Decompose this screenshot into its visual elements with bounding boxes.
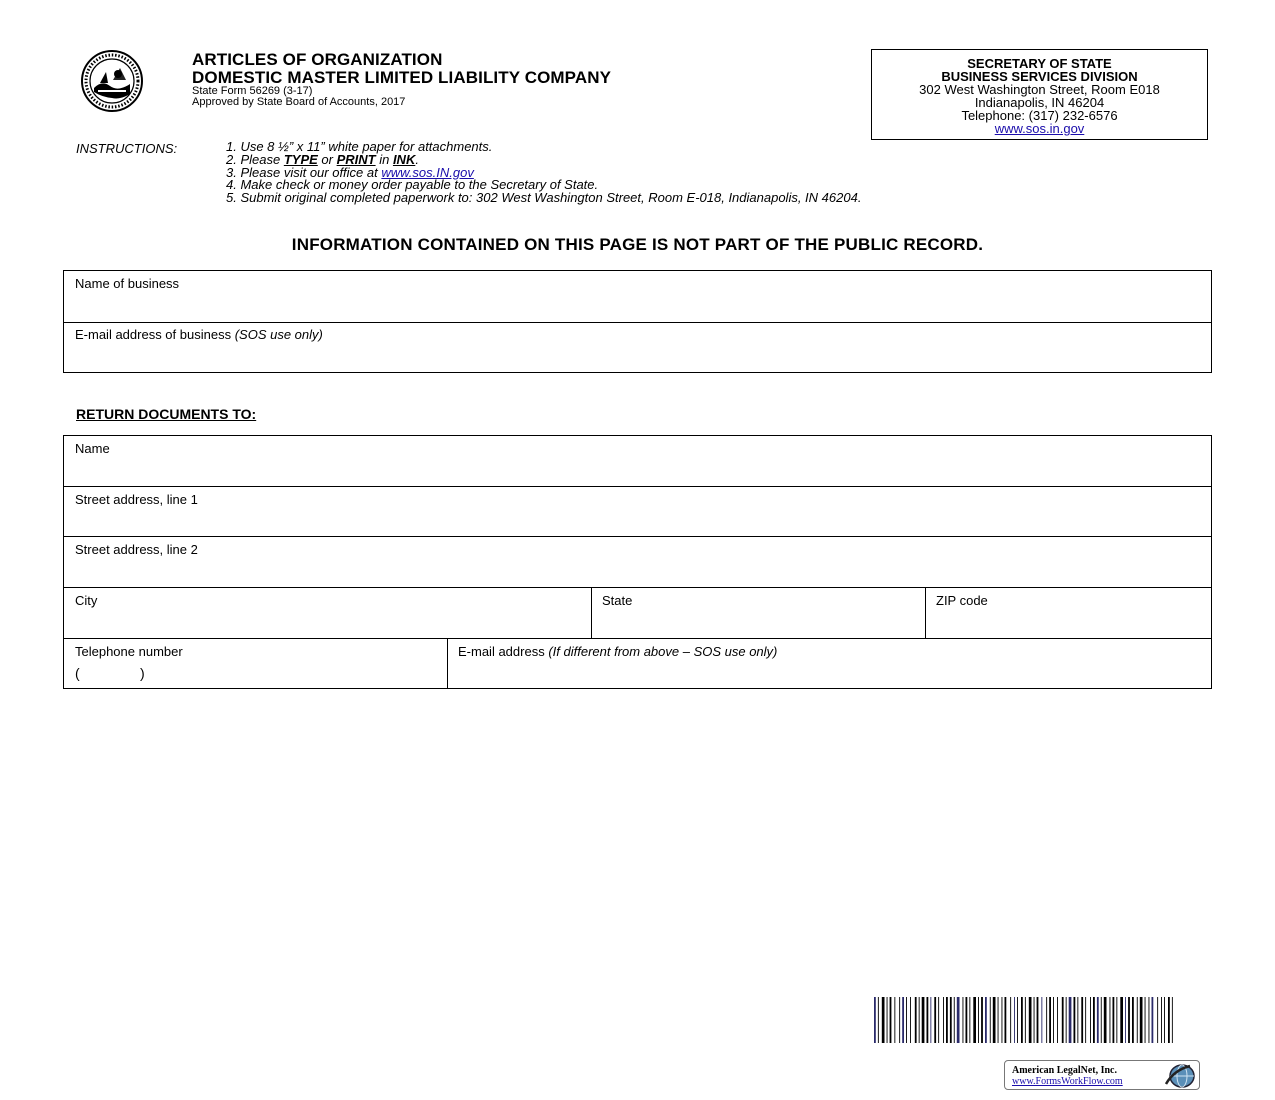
instructions-website-link[interactable]: www.sos.IN.gov: [381, 164, 474, 180]
city-label: City: [75, 593, 98, 608]
barcode-bar: [1125, 997, 1126, 1043]
barcode-bar: [1069, 997, 1072, 1043]
barcode-bar: [1085, 997, 1086, 1043]
barcode-bar: [1152, 997, 1154, 1043]
business-name-field[interactable]: [64, 271, 1211, 322]
barcode-bar: [990, 997, 991, 1043]
logo-website-link[interactable]: www.FormsWorkFlow.com: [1012, 1076, 1123, 1087]
barcode-bar: [943, 997, 944, 1043]
barcode-bar: [1097, 997, 1099, 1043]
barcode-bar: [915, 997, 917, 1043]
barcode-bar: [927, 997, 929, 1043]
barcode-bar: [1113, 997, 1115, 1043]
return-name-label: Name: [75, 441, 110, 456]
city-field[interactable]: [64, 588, 591, 638]
barcode-bar: [993, 997, 996, 1043]
barcode-bar: [973, 997, 976, 1043]
sos-street: 302 West Washington Street, Room E018: [919, 82, 1160, 97]
barcode-bar: [1164, 997, 1165, 1043]
business-email-field[interactable]: [64, 322, 1211, 372]
barcode-bar: [882, 997, 885, 1043]
street-line1-label: Street address, line 1: [75, 492, 198, 507]
barcode-bar: [938, 997, 939, 1043]
instructions-list: [226, 141, 861, 205]
barcode-bar: [1145, 997, 1146, 1043]
return-email-field[interactable]: [447, 639, 1211, 688]
instruction-item-5: 5. Submit original completed paperwork to: 302 West Washington Street, Room E-018, Indianapolis, IN 46204.: [226, 190, 862, 206]
business-email-label: E-mail address of business: [75, 327, 232, 342]
barcode-bar: [1093, 997, 1095, 1043]
barcode-bar: [946, 997, 948, 1043]
logo-company-name: American LegalNet, Inc.: [1012, 1065, 1117, 1076]
street-line1-field[interactable]: [64, 487, 1211, 537]
barcode-bar: [899, 997, 900, 1043]
barcode-bar: [1157, 997, 1158, 1043]
barcode-bar: [1010, 997, 1011, 1043]
barcode-bar: [887, 997, 888, 1043]
state-label: State: [602, 593, 633, 608]
zip-field[interactable]: [925, 588, 1211, 638]
business-info-table: [63, 270, 1212, 373]
barcode-bar: [1110, 997, 1111, 1043]
barcode-bar: [985, 997, 987, 1043]
barcode-bar: [1168, 997, 1170, 1043]
barcode-bar: [906, 997, 907, 1043]
instruction-item-2: 2. Please TYPE or PRINT in INK.: [226, 151, 419, 167]
barcode-bar: [1066, 997, 1067, 1043]
barcode-bar: [1041, 997, 1042, 1043]
barcode-bar: [922, 997, 925, 1043]
telephone-field[interactable]: [64, 639, 447, 688]
form-number: State Form 56269 (3-17): [192, 85, 313, 97]
barcode-bar: [998, 997, 999, 1043]
street-line2-field[interactable]: [64, 537, 1211, 587]
barcode-bar: [978, 997, 979, 1043]
barcode-bar: [950, 997, 952, 1043]
state-field[interactable]: [591, 588, 925, 638]
barcode-bar: [902, 997, 904, 1043]
instruction-item-3: 3. Please visit our office at www.sos.IN.gov: [226, 164, 474, 180]
barcode-bar: [1062, 997, 1064, 1043]
barcode-bar: [954, 997, 955, 1043]
barcode-bar: [1128, 997, 1130, 1043]
barcode-bar: [1046, 997, 1047, 1043]
barcode-bar: [1116, 997, 1117, 1043]
barcode-bar: [1090, 997, 1091, 1043]
return-documents-heading: RETURN DOCUMENTS TO:: [76, 406, 257, 422]
barcode-bar: [910, 997, 911, 1043]
barcode-bar: [957, 997, 960, 1043]
sos-name: SECRETARY OF STATE: [967, 56, 1112, 71]
sos-division: BUSINESS SERVICES DIVISION: [941, 69, 1138, 84]
barcode-bar: [1057, 997, 1058, 1043]
street-line2-label: Street address, line 2: [75, 542, 198, 557]
return-address-table: [63, 435, 1212, 689]
sos-contact-box: [871, 49, 1208, 140]
barcode-bar: [963, 997, 964, 1043]
instructions-label: INSTRUCTIONS:: [76, 141, 178, 156]
barcode-bar: [1017, 997, 1018, 1043]
barcode-bar: [1161, 997, 1162, 1043]
barcode-bar: [1149, 997, 1150, 1043]
barcode-bar: [1081, 997, 1083, 1043]
globe-icon: [1160, 1062, 1196, 1089]
barcode-bar: [1021, 997, 1023, 1043]
barcode-bar: [1077, 997, 1078, 1043]
form-title-line1: ARTICLES OF ORGANIZATION: [192, 50, 443, 69]
barcode-bar: [874, 997, 876, 1043]
barcode-bar: [1074, 997, 1076, 1043]
barcode-bar: [919, 997, 920, 1043]
barcode-bar: [1049, 997, 1051, 1043]
barcode-bar: [930, 997, 931, 1043]
return-email-label: E-mail address: [458, 644, 545, 659]
area-code-open-paren: (: [75, 665, 80, 681]
sos-website-link[interactable]: www.sos.in.gov: [994, 121, 1085, 136]
barcode-bar: [1034, 997, 1035, 1043]
barcode-bar: [1014, 997, 1015, 1043]
barcode-bar: [878, 997, 879, 1043]
barcode-bar: [1037, 997, 1039, 1043]
return-name-field[interactable]: [64, 436, 1211, 487]
barcode-bar: [1132, 997, 1134, 1043]
barcode-bar: [969, 997, 970, 1043]
barcode-bar: [981, 997, 983, 1043]
barcode-bar: [1172, 997, 1173, 1043]
barcode-bar: [1104, 997, 1107, 1043]
barcode-bar: [890, 997, 892, 1043]
business-email-note: (SOS use only): [234, 327, 323, 342]
barcode-bar: [966, 997, 968, 1043]
barcode-bar: [1005, 997, 1007, 1043]
area-code-close-paren: ): [140, 665, 145, 681]
barcode-bar: [1025, 997, 1026, 1043]
state-seal-icon: [80, 50, 144, 112]
zip-label: ZIP code: [936, 593, 988, 608]
instruction-item-4: 4. Make check or money order payable to the Secretary of State.: [226, 177, 599, 193]
telephone-label: Telephone number: [75, 644, 183, 659]
public-record-notice: INFORMATION CONTAINED ON THIS PAGE IS NOT PART OF THE PUBLIC RECORD.: [291, 235, 984, 254]
barcode-bar: [934, 997, 936, 1043]
american-legalnet-logo: [1004, 1060, 1200, 1090]
barcode-bar: [1101, 997, 1102, 1043]
barcode-bar: [1053, 997, 1054, 1043]
business-name-label: Name of business: [75, 276, 180, 291]
barcode-icon: [873, 997, 1176, 1043]
return-email-note: (If different from above – SOS use only): [548, 644, 778, 659]
barcode-bar: [1002, 997, 1003, 1043]
barcode-bar: [1029, 997, 1032, 1043]
approval-note: Approved by State Board of Accounts, 2017: [192, 96, 406, 108]
barcode-bar: [1137, 997, 1138, 1043]
sos-city: Indianapolis, IN 46204: [974, 95, 1105, 110]
sos-telephone: Telephone: (317) 232-6576: [961, 108, 1118, 123]
form-title-line2: DOMESTIC MASTER LIMITED LIABILITY COMPANY: [192, 68, 612, 87]
barcode-bar: [1140, 997, 1143, 1043]
instruction-item-1: 1. Use 8 ½” x 11” white paper for attachments.: [226, 139, 493, 154]
barcode-bar: [1120, 997, 1123, 1043]
barcode-bar: [894, 997, 895, 1043]
